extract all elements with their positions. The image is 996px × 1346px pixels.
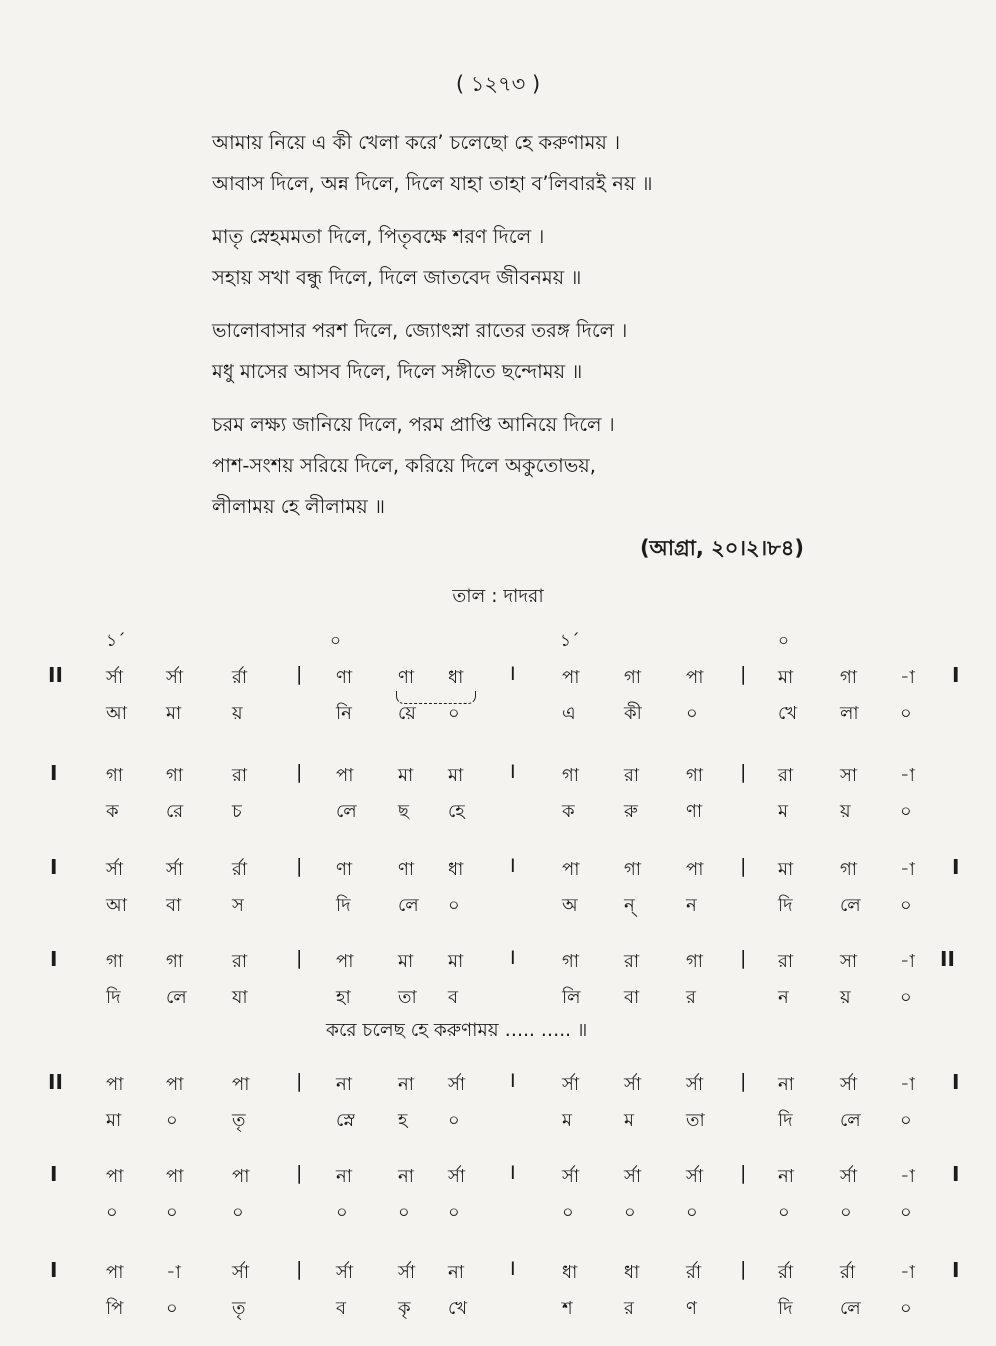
syllable: ন [778, 987, 789, 1008]
syllable: য় [232, 703, 243, 724]
syllable: ০ [398, 1202, 410, 1223]
syllable: ম [778, 801, 788, 822]
syllable: য়ে [398, 703, 416, 724]
note: র্সা [562, 1166, 580, 1187]
syllable-row [0, 1102, 996, 1142]
note: পা [232, 1074, 250, 1095]
note: র্সা [166, 859, 184, 880]
note: র্রা [232, 667, 248, 688]
note: র্সা [106, 667, 124, 688]
swaralipi-row [0, 1250, 996, 1290]
note: পা [232, 1166, 250, 1187]
notation-line [0, 1062, 996, 1154]
syllable: ণা [686, 801, 703, 822]
syllable: আ [106, 895, 127, 916]
syllable: নি [336, 703, 352, 724]
syllable: ন [686, 895, 697, 916]
syllable: দি [336, 895, 351, 916]
syllable: ০ [840, 1202, 852, 1223]
syllable: য় [840, 801, 851, 822]
notation-line [0, 847, 996, 939]
lyric-line: চরম লক্ষ্য জানিয়ে দিলে, পরম প্রাপ্তি আনিয়ে দিলে । [212, 413, 615, 436]
syllable: ০ [448, 703, 460, 724]
note: র্সা [336, 1262, 354, 1283]
note: র্রা [232, 859, 248, 880]
note: পা [166, 1166, 184, 1187]
note: র্সা [840, 1166, 858, 1187]
note: ধা [448, 667, 464, 688]
taal-label: তাল : দাদরা [452, 586, 544, 607]
note: রা [624, 765, 640, 786]
note: ণা [336, 859, 353, 880]
syllable: রু [624, 801, 638, 822]
note: পা [336, 951, 354, 972]
lyric-line: লীলাময় হে লীলাময় ॥ [212, 495, 385, 518]
syllable: ০ [232, 1202, 244, 1223]
lyric-line: সহায় সখা বন্ধু দিলে, দিলে জাতবেদ জীবনময় ॥ [212, 266, 582, 289]
syllable: ০ [166, 1298, 178, 1319]
note: গা [166, 765, 184, 786]
syllable: চ [232, 801, 242, 822]
syllable: হে [448, 801, 465, 822]
notation-section-2 [0, 1062, 996, 1346]
note: পা [336, 765, 354, 786]
note: র্সা [398, 1262, 416, 1283]
syllable: রে [166, 801, 184, 822]
note: -া [166, 1262, 181, 1283]
note: র্সা [106, 859, 124, 880]
stanza [212, 122, 852, 204]
note: রা [778, 765, 794, 786]
syllable: আ [106, 703, 127, 724]
syllable: দি [106, 987, 121, 1008]
place-date: (আগ্রা, ২০।২।৮৪) [639, 536, 804, 560]
syllable: মা [106, 1110, 122, 1131]
vibhag-bar: I [510, 663, 516, 685]
note: রা [232, 765, 248, 786]
page-number: ( ১২৭৩ ) [455, 72, 541, 96]
syllable: ০ [900, 801, 912, 822]
syllable: র [624, 1298, 634, 1319]
beat-mark: ১´ [106, 631, 126, 651]
syllable: তা [398, 987, 417, 1008]
vibhag-bar: I [510, 761, 516, 783]
syllable: ০ [336, 1202, 348, 1223]
note: ণা [398, 859, 415, 880]
note: র্সা [840, 1074, 858, 1095]
syllable: বা [166, 895, 182, 916]
note: মা [448, 951, 464, 972]
vibhag-bar: I [510, 1258, 516, 1280]
note: গা [562, 951, 580, 972]
lyric-line: পাশ-সংশয় সরিয়ে দিলে, করিয়ে দিলে অকুতোভয়, [212, 454, 596, 477]
note: র্সা [448, 1074, 466, 1095]
syllable: ০ [900, 1110, 912, 1131]
note: ণা [336, 667, 353, 688]
syllable: ০ [900, 987, 912, 1008]
note: মা [398, 951, 414, 972]
note: সা [840, 765, 858, 786]
swaralipi-row [0, 847, 996, 887]
syllable: খে [778, 703, 798, 724]
note: র্রা [778, 1262, 794, 1283]
syllable: ০ [900, 1298, 912, 1319]
syllable: দি [778, 895, 793, 916]
note: র্সা [166, 667, 184, 688]
note: র্রা [686, 1262, 702, 1283]
syllable: খে [448, 1298, 468, 1319]
note: -া [900, 1166, 915, 1187]
note: পা [106, 1166, 124, 1187]
syllable: ক [106, 801, 119, 822]
syllable: লে [840, 1298, 861, 1319]
swaralipi-row [0, 753, 996, 793]
syllable: বা [624, 987, 640, 1008]
syllable: লি [562, 987, 581, 1008]
note: পা [562, 667, 580, 688]
note: ধা [624, 1262, 640, 1283]
stanza [212, 216, 852, 298]
lyric-line: মধু মাসের আসব দিলে, দিলে সঙ্গীতে ছন্দোময় ॥ [212, 360, 583, 383]
syllable: ০ [624, 1202, 636, 1223]
note: গা [562, 765, 580, 786]
syllable: স [232, 895, 244, 916]
note: মা [448, 765, 464, 786]
syllable: লে [336, 801, 357, 822]
note: গা [106, 765, 124, 786]
note: গা [686, 951, 704, 972]
note: -া [900, 951, 915, 972]
note: মা [778, 667, 794, 688]
matra-bar: | [740, 663, 747, 685]
note: র্সা [624, 1074, 642, 1095]
bar-end-mark: I [952, 855, 960, 879]
lyric-line: ভালোবাসার পরশ দিলে, জ্যোৎস্না রাতের তরঙ্গ দিলে । [212, 319, 628, 342]
syllable: লে [840, 895, 861, 916]
syllable: কী [624, 703, 642, 724]
syllable-row [0, 979, 996, 1019]
note: -া [900, 667, 915, 688]
note: না [398, 1074, 414, 1095]
syllable: ব [336, 1298, 347, 1319]
syllable: ০ [686, 1202, 698, 1223]
syllable: পি [106, 1298, 124, 1319]
matra-bar: | [740, 855, 747, 877]
note: র্সা [686, 1074, 704, 1095]
syllable: ০ [900, 703, 912, 724]
note: গা [686, 765, 704, 786]
syllable: ০ [562, 1202, 574, 1223]
note: সা [840, 951, 858, 972]
syllable: ০ [900, 895, 912, 916]
note: পা [106, 1262, 124, 1283]
note: ধা [448, 859, 464, 880]
refrain-text: করে চলেছ হে করুণাময় ….. ….. ॥ [326, 1020, 588, 1041]
syllable: লে [840, 1110, 861, 1131]
syllable: তা [686, 1110, 705, 1131]
bar-start-mark: I [50, 1162, 58, 1186]
notation-line [0, 655, 996, 753]
note: পা [106, 1074, 124, 1095]
matra-bar: | [296, 663, 303, 685]
note: -া [900, 765, 915, 786]
bar-end-mark: I [952, 1162, 960, 1186]
syllable: যা [232, 987, 248, 1008]
syllable: ক [562, 801, 575, 822]
syllable: কৃ [398, 1298, 411, 1319]
syllable: ছ [398, 801, 409, 822]
syllable: য় [840, 987, 851, 1008]
lyric-line: আবাস দিলে, অন্ন দিলে, দিলে যাহা তাহা ব’লিবারই নয় ॥ [212, 172, 653, 195]
matra-bar: | [740, 947, 747, 969]
bar-start-mark: II [48, 663, 63, 687]
notation-line [0, 753, 996, 847]
swaralipi-row [0, 939, 996, 979]
syllable: দি [778, 1298, 793, 1319]
syllable: শ [562, 1298, 573, 1319]
bar-start-mark: I [50, 761, 58, 785]
matra-bar: | [296, 1258, 303, 1280]
bar-end-mark: I [952, 663, 960, 687]
syllable-row [0, 695, 996, 735]
swaralipi-row [0, 1154, 996, 1194]
note: না [398, 1166, 414, 1187]
syllable-row [0, 1290, 996, 1330]
note: গা [624, 859, 642, 880]
stanza [212, 404, 852, 527]
note: পা [686, 667, 704, 688]
bar-start-mark: I [50, 947, 58, 971]
syllable: ০ [106, 1202, 118, 1223]
note: মা [398, 765, 414, 786]
note: পা [562, 859, 580, 880]
notation-section-1 [0, 655, 996, 1025]
syllable: ০ [448, 895, 460, 916]
bar-end-mark: I [952, 1258, 960, 1282]
syllable: ০ [900, 1202, 912, 1223]
syllable: তৃ [232, 1110, 246, 1131]
bar-start-mark: II [48, 1070, 63, 1094]
lyric-line: আমায় নিয়ে এ কী খেলা করে’ চলেছো হে করুণাময় । [212, 131, 621, 154]
matra-bar: | [296, 947, 303, 969]
note: গা [106, 951, 124, 972]
note: গা [624, 667, 642, 688]
syllable: র [686, 987, 696, 1008]
syllable: লে [398, 895, 419, 916]
note: র্রা [840, 1262, 856, 1283]
syllable-row [0, 887, 996, 927]
syllable: লে [166, 987, 187, 1008]
syllable: ০ [686, 703, 698, 724]
note: র্সা [686, 1166, 704, 1187]
note: র্সা [562, 1074, 580, 1095]
beat-mark: ০ [778, 631, 790, 651]
matra-bar: | [296, 855, 303, 877]
note: র্সা [448, 1166, 466, 1187]
note: পা [166, 1074, 184, 1095]
syllable: ম [624, 1110, 634, 1131]
syllable: ণ [686, 1298, 697, 1319]
syllable: অ [562, 895, 578, 916]
syllable: এ [562, 703, 576, 724]
matra-bar: | [740, 1070, 747, 1092]
syllable: স্নে [336, 1110, 355, 1131]
swaralipi-row [0, 655, 996, 695]
matra-bar: | [740, 1258, 747, 1280]
vibhag-bar: I [510, 855, 516, 877]
note: না [778, 1074, 794, 1095]
syllable: দি [778, 1110, 793, 1131]
note: র্সা [232, 1262, 250, 1283]
note: রা [232, 951, 248, 972]
beat-marks [0, 628, 996, 652]
syllable: ০ [448, 1202, 460, 1223]
bar-start-mark: I [50, 1258, 58, 1282]
vibhag-bar: I [510, 1070, 516, 1092]
syllable: ০ [166, 1202, 178, 1223]
matra-bar: | [296, 1070, 303, 1092]
syllable: ০ [166, 1110, 178, 1131]
matra-bar: | [296, 761, 303, 783]
syllable: ০ [448, 1110, 460, 1131]
beat-mark: ১´ [560, 631, 580, 651]
bar-end-mark: II [940, 947, 955, 971]
note: গা [840, 859, 858, 880]
bar-start-mark: I [50, 855, 58, 879]
matra-bar: | [740, 761, 747, 783]
syllable: হ [398, 1110, 408, 1131]
note: ধা [562, 1262, 578, 1283]
note: র্সা [624, 1166, 642, 1187]
note: রা [778, 951, 794, 972]
syllable: হা [336, 987, 351, 1008]
note: না [778, 1166, 794, 1187]
note: -া [900, 1262, 915, 1283]
swaralipi-row [0, 1062, 996, 1102]
syllable-row [0, 1194, 996, 1234]
note: না [336, 1074, 352, 1095]
note: না [448, 1262, 464, 1283]
syllable: ০ [778, 1202, 790, 1223]
note: গা [166, 951, 184, 972]
note: গা [840, 667, 858, 688]
note: পা [686, 859, 704, 880]
notation-line [0, 1250, 996, 1346]
syllable: লা [840, 703, 859, 724]
bar-end-mark: I [952, 1070, 960, 1094]
syllable: ব [448, 987, 459, 1008]
syllable: ন্ [624, 895, 635, 916]
matra-bar: | [296, 1162, 303, 1184]
note: না [336, 1166, 352, 1187]
note: -া [900, 1074, 915, 1095]
syllable: ম [562, 1110, 572, 1131]
lyric-line: মাতৃ স্নেহমমতা দিলে, পিতৃবক্ষে শরণ দিলে । [212, 225, 545, 248]
vibhag-bar: I [510, 1162, 516, 1184]
note: ণা [398, 667, 415, 688]
note: মা [778, 859, 794, 880]
note: -া [900, 859, 915, 880]
notation-line [0, 939, 996, 1025]
matra-bar: | [740, 1162, 747, 1184]
note: রা [624, 951, 640, 972]
syllable-row [0, 793, 996, 833]
syllable: মা [166, 703, 182, 724]
beat-mark: ০ [330, 631, 342, 651]
syllable: তৃ [232, 1298, 246, 1319]
lyrics [212, 122, 852, 539]
vibhag-bar: I [510, 947, 516, 969]
notation-line [0, 1154, 996, 1250]
stanza [212, 310, 852, 392]
